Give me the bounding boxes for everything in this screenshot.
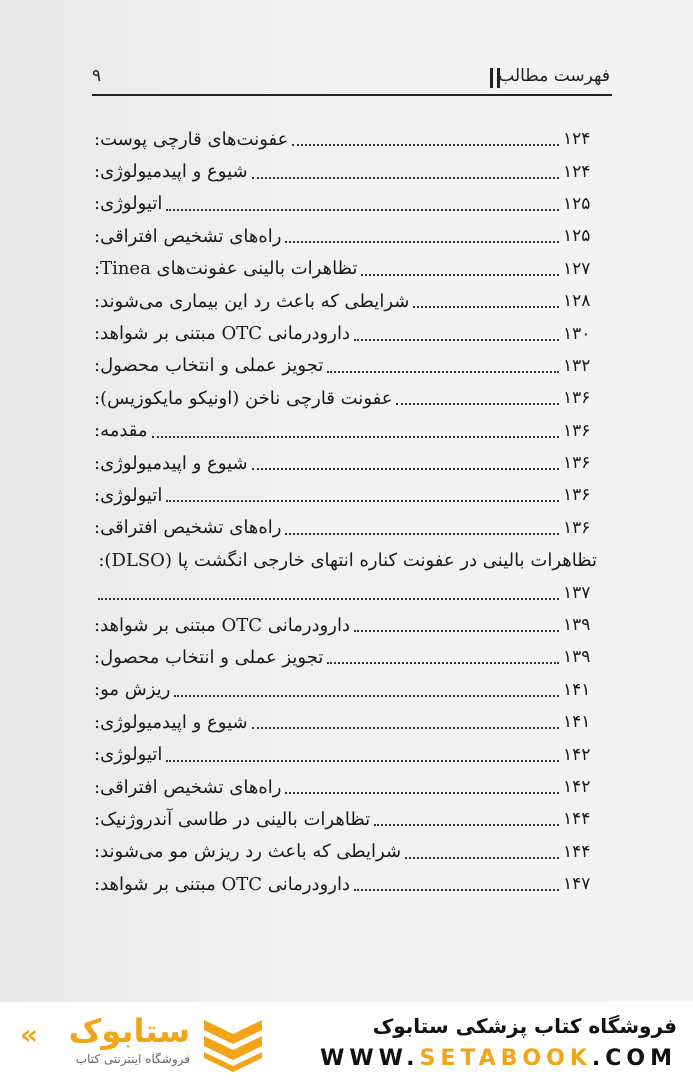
page-header [92, 66, 612, 96]
header-rule [92, 94, 612, 96]
toc-entry [92, 317, 597, 349]
dot-leader [285, 533, 559, 535]
page-title: فهرست مطالب [498, 66, 610, 86]
toc-entry-page: ۱۲۴ [563, 161, 591, 182]
toc-entry-title: تجویز عملی و انتخاب محصول: [94, 355, 324, 377]
dot-leader [354, 630, 559, 632]
dot-leader [361, 274, 559, 276]
dot-leader [285, 241, 559, 243]
store-url[interactable]: WWW.SETABOOK.COM [320, 1046, 677, 1071]
toc-entry-page: ۱۴۴ [563, 841, 591, 862]
toc-entry-title: شیوع و اپیدمیولوژی: [94, 711, 248, 733]
toc-entry [92, 544, 597, 576]
dot-leader [327, 662, 559, 664]
dot-leader [413, 306, 559, 308]
toc-entry-page: ۱۳۹ [563, 615, 591, 636]
toc-entry-title: راه‌های تشخیص افتراقی: [94, 517, 282, 539]
toc-entry-page: ۱۳۶ [563, 517, 591, 538]
toc-entry-title: شیوع و اپیدمیولوژی: [94, 452, 248, 474]
toc-entry-page: ۱۳۲ [563, 355, 591, 376]
toc-entry-title: شرایطی که باعث رد این بیماری می‌شوند: [94, 290, 410, 312]
toc-entry [92, 836, 597, 868]
toc-entry-title: تظاهرات بالینی در طاسی آندروژنیک: [94, 808, 371, 830]
dot-leader [252, 468, 559, 470]
toc-entry-title: تظاهرات بالینی در عفونت کناره انتهای خارجی انگشت پا (DLSO): [98, 549, 597, 571]
brand-tagline: فروشگاه اینترنتی کتاب [75, 1052, 190, 1066]
toc-entry-title: شرایطی که باعث رد ریزش مو می‌شوند: [94, 841, 402, 863]
toc-entry [92, 382, 597, 414]
toc-entry-title: راه‌های تشخیص افتراقی: [94, 225, 282, 247]
toc-entry [92, 285, 597, 317]
toc-entry [92, 576, 597, 608]
toc-entry-page: ۱۴۱ [563, 679, 591, 700]
dot-leader [396, 403, 559, 405]
dot-leader [354, 339, 559, 341]
dot-leader [252, 177, 559, 179]
brand-logo[interactable] [20, 1012, 190, 1072]
dot-leader [98, 598, 559, 600]
footer-banner [0, 1002, 693, 1080]
toc-entry [92, 155, 597, 187]
toc-entry-title: دارودرمانی OTC مبتنی بر شواهد: [94, 323, 350, 345]
toc-entry [92, 479, 597, 511]
book-stack-icon [200, 1016, 266, 1072]
dot-leader [252, 727, 559, 729]
toc-entry-title: اتیولوژی: [94, 484, 163, 506]
toc-entry-title: شیوع و اپیدمیولوژی: [94, 161, 248, 183]
toc-entry-title: عفونت قارچی ناخن (اونیکو مایکوزیس): [94, 387, 393, 409]
toc-entry [92, 415, 597, 447]
dot-leader [152, 436, 559, 438]
toc-entry-title: دارودرمانی OTC مبتنی بر شواهد: [94, 614, 350, 636]
dot-leader [166, 760, 559, 762]
toc-entry [92, 803, 597, 835]
toc-entry-title: ریزش مو: [94, 679, 171, 701]
toc-entry-title: اتیولوژی: [94, 193, 163, 215]
toc-entry-title: دارودرمانی OTC مبتنی بر شواهد: [94, 873, 350, 895]
toc-entry-title: تظاهرات بالینی عفونت‌های Tinea: [94, 258, 358, 280]
toc-entry [92, 674, 597, 706]
toc-entry-page: ۱۳۰ [563, 323, 591, 344]
toc-entry [92, 123, 597, 155]
toc-entry [92, 512, 597, 544]
toc-entry-page: ۱۴۲ [563, 777, 591, 797]
toc-entry [92, 771, 597, 803]
toc-entry [92, 641, 597, 673]
dot-leader [405, 857, 559, 859]
dot-leader [166, 500, 559, 502]
brand-name: ستابوک [68, 1012, 190, 1050]
page-number: ۹ [92, 66, 102, 86]
toc-entry [92, 706, 597, 738]
toc-entry-page: ۱۳۹ [563, 647, 591, 668]
dot-leader [166, 209, 559, 211]
toc-entry-page: ۱۴۴ [563, 809, 591, 830]
toc-entry [92, 350, 597, 382]
dot-leader [174, 695, 559, 697]
toc-entry-page: ۱۲۴ [563, 129, 591, 150]
toc-entry [92, 253, 597, 285]
toc-entry-page: ۱۴۲ [563, 744, 591, 765]
toc-entry-page: ۱۲۵ [563, 226, 591, 247]
dot-leader [354, 889, 559, 891]
toc-entry [92, 447, 597, 479]
toc-entry-page: ۱۳۶ [563, 453, 591, 474]
toc-entry [92, 188, 597, 220]
double-chevron-icon: « [20, 1018, 39, 1051]
toc-entry-page: ۱۳۶ [563, 485, 591, 506]
dot-leader [327, 371, 559, 373]
toc-entry-title: اتیولوژی: [94, 744, 163, 766]
toc-entry-page: ۱۴۷ [563, 874, 591, 895]
toc-entry [92, 738, 597, 770]
toc-entry-page: ۱۲۸ [563, 291, 591, 312]
toc-entry-title: تجویز عملی و انتخاب محصول: [94, 646, 324, 668]
toc-entry [92, 868, 597, 900]
dot-leader [292, 144, 559, 146]
toc-entry [92, 609, 597, 641]
store-name: فروشگاه کتاب پزشکی ستابوک [372, 1014, 677, 1038]
toc-entry-page: ۱۲۷ [563, 258, 591, 279]
toc-entry-title: راه‌های تشخیص افتراقی: [94, 776, 282, 798]
toc-entry-page: ۱۴۱ [563, 712, 591, 733]
toc-entry [92, 220, 597, 252]
toc-entry-page: ۱۳۶ [563, 388, 591, 409]
dot-leader [374, 824, 559, 826]
toc-entry-page: ۱۳۷ [563, 582, 591, 603]
dot-leader [285, 792, 559, 794]
toc-entry-title: عفونت‌های قارچی پوست: [94, 128, 289, 150]
table-of-contents [92, 123, 597, 900]
toc-entry-title: مقدمه: [94, 420, 148, 442]
toc-entry-page: ۱۲۵ [563, 193, 591, 214]
toc-entry-page: ۱۳۶ [563, 420, 591, 441]
